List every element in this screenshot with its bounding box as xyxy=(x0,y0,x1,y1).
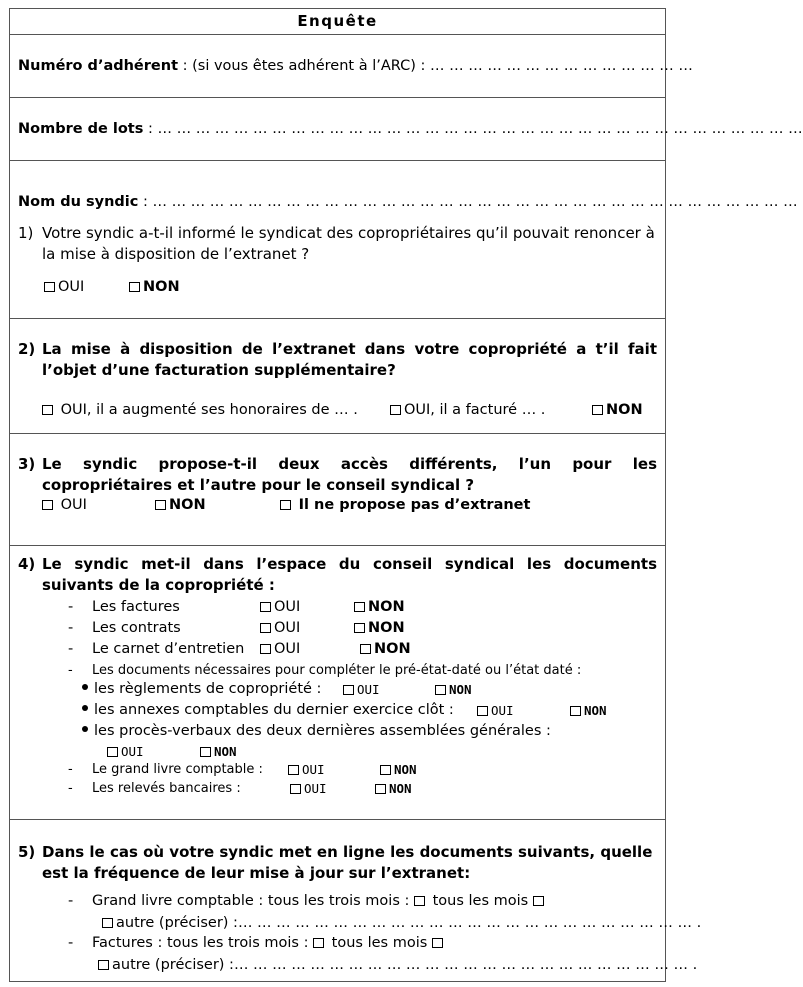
bullet-icon xyxy=(82,726,88,732)
oui-label: OUI xyxy=(121,744,144,759)
question-4-number: 4) xyxy=(18,555,36,573)
bullet-icon xyxy=(82,684,88,690)
bullet-icon xyxy=(82,705,88,711)
bullet-annexes xyxy=(82,701,454,720)
pv-oui[interactable] xyxy=(107,742,144,761)
annexes-non[interactable] xyxy=(570,701,607,720)
question-2-row xyxy=(10,319,665,434)
syndic-row xyxy=(10,161,798,319)
item-factures-oui[interactable] xyxy=(260,598,300,617)
question-4-row xyxy=(10,546,665,820)
item-contrats-non[interactable] xyxy=(354,619,405,638)
question-1-number: 1) xyxy=(18,224,34,242)
bullet-pv-label: les procès-verbaux des deux dernières assemblées générales : xyxy=(94,723,551,739)
checkbox-icon[interactable] xyxy=(107,747,118,757)
lots-row xyxy=(10,98,803,161)
checkbox-icon[interactable] xyxy=(343,685,354,695)
fact-frequency-label: Factures : tous les trois mois : xyxy=(92,935,309,951)
q2-option-2-label: OUI, il a facturé … . xyxy=(404,402,546,418)
checkbox-icon[interactable] xyxy=(354,602,365,612)
dash: - xyxy=(68,641,74,657)
question-2 xyxy=(18,339,657,381)
member-number-label: Numéro d’adhérent xyxy=(18,58,179,74)
dash: - xyxy=(68,781,73,796)
q1-oui-label: OUI xyxy=(58,279,85,295)
dash: - xyxy=(68,620,74,636)
page-title: Enquête xyxy=(297,12,378,30)
dash: - xyxy=(68,893,74,909)
lots-field[interactable] xyxy=(18,120,803,138)
q2-option-1-label: OUI, il a augmenté ses honoraires de … . xyxy=(60,402,358,418)
checkbox-icon[interactable] xyxy=(260,644,271,654)
q3-option-2-label: NON xyxy=(169,497,206,513)
q3-option-1-label: OUI xyxy=(60,497,87,513)
checkbox-icon[interactable] xyxy=(98,960,109,970)
gl-frequency-line xyxy=(92,892,547,911)
syndic-name-placeholder: : … … … … … … … … … … … … … … … … … … … … … … … … … … … … … … … … … … xyxy=(138,194,798,210)
checkbox-icon[interactable] xyxy=(280,500,291,510)
gl-autre-line[interactable] xyxy=(102,914,701,933)
syndic-name-label: Nom du syndic xyxy=(18,194,139,210)
checkbox-icon[interactable] xyxy=(570,706,581,716)
checkbox-icon[interactable] xyxy=(592,405,603,415)
item-factures-label: Les factures xyxy=(92,599,180,615)
bullet-reglements xyxy=(82,680,321,699)
question-3-text: Le syndic propose-t-il deux accès différents, l’un pour les copropriétaires et l’autre pour le conseil syndical ? xyxy=(42,455,657,494)
question-4 xyxy=(18,554,657,596)
checkbox-icon[interactable] xyxy=(533,896,544,906)
member-number-field[interactable] xyxy=(18,57,693,75)
q2-option-oui-honoraires[interactable] xyxy=(42,401,358,419)
checkbox-icon[interactable] xyxy=(354,623,365,633)
checkbox-icon[interactable] xyxy=(288,765,299,775)
question-3-row xyxy=(10,434,665,546)
gl-tous-les-mois-label: tous les mois xyxy=(432,893,529,909)
item-carnet-non[interactable] xyxy=(360,640,411,659)
fact-autre-label: autre (préciser) :… … … … … … … … … … … … … … … … … … … … … … … … . xyxy=(112,957,698,973)
lots-placeholder: : … … … … … … … … … … … … … … … … … … … … … … … … … … … … … … … … … … xyxy=(143,121,803,137)
item-contrats-label: Les contrats xyxy=(92,620,181,636)
checkbox-icon[interactable] xyxy=(42,500,53,510)
question-1-text: Votre syndic a-t-il informé le syndicat des copropriétaires qu’il pouvait renoncer à la mise à disposition de l’extranet ? xyxy=(42,224,655,263)
pv-non[interactable] xyxy=(200,742,237,761)
non-label: NON xyxy=(368,620,405,636)
checkbox-icon[interactable] xyxy=(290,784,301,794)
q3-option-oui[interactable] xyxy=(42,496,87,514)
gl-autre-label: autre (préciser) :… … … … … … … … … … … … … … … … … … … … … … … … . xyxy=(116,915,702,931)
releves-oui[interactable] xyxy=(290,779,327,798)
checkbox-icon[interactable] xyxy=(360,644,371,654)
dash: - xyxy=(68,599,74,615)
fact-frequency-line xyxy=(92,934,446,953)
checkbox-icon[interactable] xyxy=(102,918,113,928)
checkbox-icon[interactable] xyxy=(313,938,324,948)
checkbox-icon[interactable] xyxy=(129,282,140,292)
grand-livre-label: Le grand livre comptable : xyxy=(92,762,263,777)
q3-option-no-extranet[interactable] xyxy=(280,496,530,514)
checkbox-icon[interactable] xyxy=(375,784,386,794)
question-5-number: 5) xyxy=(18,843,36,861)
checkbox-icon[interactable] xyxy=(435,685,446,695)
non-label: NON xyxy=(449,682,472,697)
reglements-non[interactable] xyxy=(435,680,472,699)
docs-label: Les documents nécessaires pour compléter le pré-état-daté ou l’état daté : xyxy=(92,663,582,678)
q3-option-3-label: Il ne propose pas d’extranet xyxy=(298,497,531,513)
checkbox-icon[interactable] xyxy=(380,765,391,775)
checkbox-icon[interactable] xyxy=(260,602,271,612)
q2-option-oui-facture[interactable] xyxy=(390,401,545,419)
gl-frequency-label: Grand livre comptable : tous les trois mois : xyxy=(92,893,410,909)
question-5-text: Dans le cas où votre syndic met en ligne les documents suivants, quelle est la fréquence de leur mise à jour sur l’extranet: xyxy=(42,843,653,882)
q1-oui-option[interactable] xyxy=(44,278,84,296)
checkbox-icon[interactable] xyxy=(432,938,443,948)
grand-livre-oui[interactable] xyxy=(288,760,325,779)
oui-label: OUI xyxy=(302,762,325,777)
checkbox-icon[interactable] xyxy=(477,706,488,716)
q2-option-3-label: NON xyxy=(606,402,643,418)
non-label: NON xyxy=(389,781,412,796)
dash: - xyxy=(68,762,73,777)
bullet-annexes-label: les annexes comptables du dernier exercice clôt : xyxy=(94,702,454,718)
question-5-row xyxy=(10,820,702,982)
checkbox-icon[interactable] xyxy=(42,405,53,415)
question-5 xyxy=(18,842,657,884)
item-carnet-label: Le carnet d’entretien xyxy=(92,641,245,657)
checkbox-icon[interactable] xyxy=(414,896,425,906)
grand-livre-non[interactable] xyxy=(380,760,417,779)
dash: - xyxy=(68,663,73,678)
question-4-text: Le syndic met-il dans l’espace du conseil syndical les documents suivants de la copropriété : xyxy=(42,555,657,594)
checkbox-icon[interactable] xyxy=(155,500,166,510)
non-label: NON xyxy=(394,762,417,777)
oui-label: OUI xyxy=(274,641,301,657)
oui-label: OUI xyxy=(491,703,514,718)
dash: - xyxy=(68,935,74,951)
fact-tous-les-mois-label: tous les mois xyxy=(331,935,428,951)
oui-label: OUI xyxy=(274,599,301,615)
fact-autre-line[interactable] xyxy=(98,956,697,975)
question-2-number: 2) xyxy=(18,340,36,358)
non-label: NON xyxy=(214,744,237,759)
releves-non[interactable] xyxy=(375,779,412,798)
syndic-name-field[interactable] xyxy=(18,193,798,211)
item-carnet-oui[interactable] xyxy=(260,640,300,659)
q2-option-non[interactable] xyxy=(592,401,643,419)
lots-label: Nombre de lots xyxy=(18,121,144,137)
member-number-row xyxy=(10,35,693,98)
question-2-text: La mise à disposition de l’extranet dans votre copropriété a t’il fait l’objet d’une facturation supplémentaire? xyxy=(42,340,657,379)
question-3 xyxy=(18,454,657,496)
oui-label: OUI xyxy=(304,781,327,796)
item-contrats-oui[interactable] xyxy=(260,619,300,638)
oui-label: OUI xyxy=(357,682,380,697)
non-label: NON xyxy=(368,599,405,615)
checkbox-icon[interactable] xyxy=(390,405,401,415)
reglements-oui[interactable] xyxy=(343,680,380,699)
checkbox-icon[interactable] xyxy=(260,623,271,633)
oui-label: OUI xyxy=(274,620,301,636)
item-factures-non[interactable] xyxy=(354,598,405,617)
q3-option-non[interactable] xyxy=(155,496,206,514)
non-label: NON xyxy=(374,641,411,657)
checkbox-icon[interactable] xyxy=(44,282,55,292)
title-row xyxy=(10,9,665,35)
non-label: NON xyxy=(584,703,607,718)
q1-non-option[interactable] xyxy=(129,278,180,296)
releves-label: Les relevés bancaires : xyxy=(92,781,241,796)
question-3-number: 3) xyxy=(18,455,36,473)
bullet-reglements-label: les règlements de copropriété : xyxy=(94,681,322,697)
checkbox-icon[interactable] xyxy=(200,747,211,757)
q1-non-label: NON xyxy=(143,279,180,295)
member-number-placeholder: : (si vous êtes adhérent à l’ARC) : … … … … … … … … … … … … … … xyxy=(178,58,693,74)
question-1 xyxy=(18,223,657,265)
survey-form xyxy=(9,8,803,982)
annexes-oui[interactable] xyxy=(477,701,514,720)
bullet-proces-verbaux xyxy=(82,722,551,741)
